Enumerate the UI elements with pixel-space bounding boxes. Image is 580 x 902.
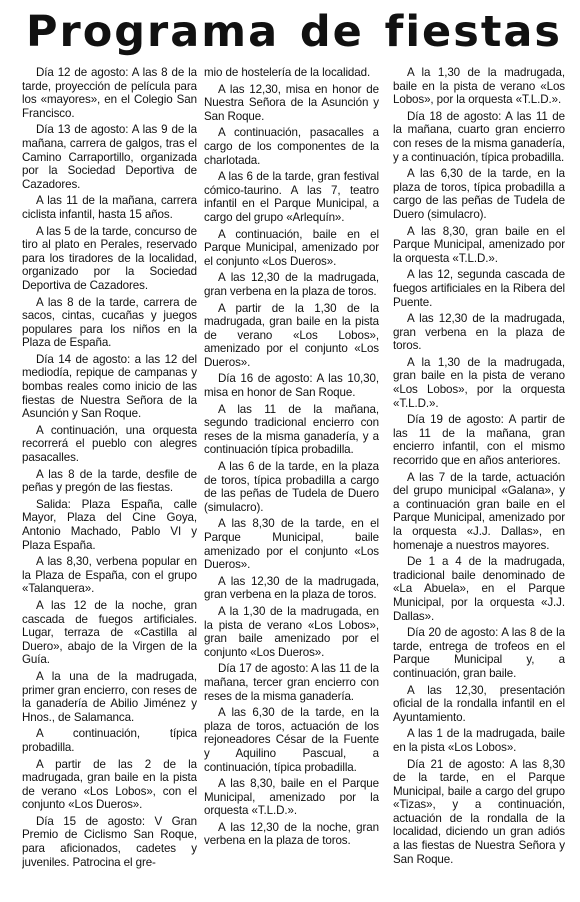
paragraph: mio de hostelería de la localidad.: [204, 66, 371, 79]
paragraph: A las 12,30, misa en honor de Nuestra Señora de la Asunción y San Roque.: [204, 82, 379, 123]
paragraph: A las 12,30, presentación oficial de la rondalla infantil en el Ayuntamiento.: [393, 683, 565, 724]
text-column-3: [393, 66, 565, 898]
paragraph: A las 5 de la tarde, concurso de tiro al plato en Perales, reservado para los tiradores de la localidad, organizado por la Sociedad Deportiva de Cazadores.: [22, 224, 197, 292]
paragraph: A las 6 de la tarde, gran festival cómico-taurino. A las 7, teatro infantil en el Parque Municipal, a cargo del grupo «Arlequín».: [204, 170, 379, 224]
paragraph: A partir de las 2 de la madrugada, gran baile en la pista de verano «Los Lobos», con el conjunto «Los Dueros».: [22, 757, 197, 812]
paragraph: Día 19 de agosto: A partir de las 11 de la mañana, gran encierro infantil, con el mismo recorrido que en años anteriores.: [393, 413, 565, 468]
paragraph: A las 12,30 de la noche, gran verbena en la plaza de toros.: [204, 820, 379, 848]
paragraph: A las 6 de la tarde, en la plaza de toros, típica probadilla a cargo de las peñas de Tudela de Duero (simulacro).: [204, 460, 379, 514]
paragraph: A las 6,30 de la tarde, en la plaza de toros, típica probadilla a cargo de las peñas de Tudela de Duero (simulacro).: [393, 167, 565, 221]
paragraph: Día 17 de agosto: A las 11 de la mañana, tercer gran encierro con reses de la misma ganadería.: [204, 662, 379, 703]
paragraph: A las 12 de la noche, gran cascada de fuegos artificiales. Lugar, terraza de «Castilla al Duero», abajo de la Virgen de la Guía.: [22, 598, 197, 667]
paragraph: A la 1,30 de la madrugada, gran baile en la pista de verano «Los Lobos», por la orquesta «T.L.D.».: [393, 355, 565, 410]
paragraph: Día 18 de agosto: A las 11 de la mañana, cuarto gran encierro con reses de la misma ganadería, y a continuación, típica probadilla.: [393, 109, 565, 164]
paragraph: A continuación, una orquesta recorrerá el pueblo con alegres pasacalles.: [22, 423, 197, 465]
paragraph: A las 12,30 de la madrugada, gran verbena en la plaza de toros.: [204, 574, 379, 602]
paragraph: A las 1 de la madrugada, baile en la pista «Los Lobos».: [393, 727, 565, 754]
paragraph: Día 21 de agosto: A las 8,30 de la tarde, en el Parque Municipal, baile a cargo del grupo «Tizas», y a continuación, actuación de la rondalla de la localidad, diciendo un gran adiós a las fiestas de Nuestra Señora y San Roque.: [393, 757, 565, 866]
paragraph: A las 8,30, gran baile en el Parque Municipal, amenizado por la orquesta «T.L.D.».: [393, 224, 565, 265]
paragraph: A continuación, típica probadilla.: [22, 727, 197, 754]
paragraph: Día 20 de agosto: A las 8 de la tarde, entrega de trofeos en el Parque Municipal y, a continuación, gran baile.: [393, 626, 565, 680]
paragraph: A partir de la 1,30 de la madrugada, gran baile en la pista de verano «Los Lobos», amenizado por el conjunto «Los Dueros».: [204, 301, 379, 369]
paragraph: Día 13 de agosto: A las 9 de la mañana, carrera de galgos, tras el Camino Carraportillo, organizada por la Sociedad Deportiva de Cazadores.: [22, 123, 197, 191]
paragraph: De 1 a 4 de la madrugada, tradicional baile denominado de «La Abuela», en el Parque Municipal, por la orquesta «J.J. Dallas».: [393, 555, 565, 623]
paragraph: A las 11 de la mañana, carrera ciclista infantil, hasta 15 años.: [22, 194, 197, 221]
paragraph: Salida: Plaza España, calle Mayor, Plaza del Cine Goya, Antonio Machado, Pablo VI y Plaza España.: [22, 497, 197, 552]
paragraph: Día 14 de agosto: a las 12 del mediodía, repique de campanas y bombas reales como inicio de las fiestas de Nuestra Señora de la Asunción y San Roque.: [22, 352, 197, 421]
paragraph: A la 1,30 de la madrugada, baile en la pista de verano «Los Lobos», por la orquesta «T.L.D.».: [393, 66, 565, 107]
paragraph: A continuación, baile en el Parque Municipal, amenizado por el conjunto «Los Dueros».: [204, 227, 379, 268]
paragraph: A la una de la madrugada, primer gran encierro, con reses de la ganadería de Abilio Jiménez y Hnos., de Salamanca.: [22, 669, 197, 724]
text-column-1: [22, 66, 197, 898]
paragraph: A la 1,30 de la madrugada, en la pista de verano «Los Lobos», gran baile amenizado por el conjunto «Los Dueros».: [204, 604, 379, 659]
paragraph: A las 8,30, baile en el Parque Municipal, amenizado por la orquesta «T.L.D.».: [204, 777, 379, 818]
paragraph: Día 12 de agosto: A las 8 de la tarde, proyección de película para los «mayores», en el Colegio San Francisco.: [22, 66, 197, 120]
paragraph: A continuación, pasacalles a cargo de los componentes de la charlotada.: [204, 126, 379, 167]
paragraph: Día 16 de agosto: A las 10,30, misa en honor de San Roque.: [204, 372, 379, 400]
paragraph: A las 7 de la tarde, actuación del grupo municipal «Galana», y a continuación gran baile en el Parque Municipal, amenizado por la orquesta «J.J. Dallas», en homenaje a nuestros mayores.: [393, 470, 565, 552]
paragraph: A las 12,30 de la madrugada, gran verbena en la plaza de toros.: [204, 271, 379, 298]
paragraph: A las 12,30 de la madrugada, gran verbena en la plaza de toros.: [393, 312, 565, 353]
paragraph: A las 8 de la tarde, carrera de sacos, cintas, cucañas y juegos populares para los niños en la Plaza de España.: [22, 295, 197, 350]
paragraph: A las 8,30 de la tarde, en el Parque Municipal, baile amenizado por el conjunto «Los Dueros».: [204, 517, 379, 572]
page-title: [26, 6, 562, 58]
title-word-de: de: [299, 7, 364, 57]
paragraph: A las 8,30, verbena popular en la Plaza de España, con el grupo «Talanquera».: [22, 555, 197, 596]
title-word-programa: Programa: [26, 7, 280, 57]
paragraph: Día 15 de agosto: V Gran Premio de Ciclismo San Roque, para aficionados, cadetes y juveniles. Patrocina el gre-: [22, 814, 197, 869]
paragraph: A las 12, segunda cascada de fuegos artificiales en la Ribera del Puente.: [393, 268, 565, 309]
title-word-fiestas: fiestas: [384, 7, 562, 57]
text-column-2: [204, 66, 379, 898]
paragraph: A las 11 de la mañana, segundo tradicional encierro con reses de la misma ganadería, y a continuación típica probadilla.: [204, 402, 379, 457]
paragraph: A las 6,30 de la tarde, en la plaza de toros, actuación de los rejoneadores César de la Fuente y Aquilino Pascual, a continuación, típica probadilla.: [204, 706, 379, 774]
paragraph: A las 8 de la tarde, desfile de peñas y pregón de las fiestas.: [22, 467, 197, 495]
